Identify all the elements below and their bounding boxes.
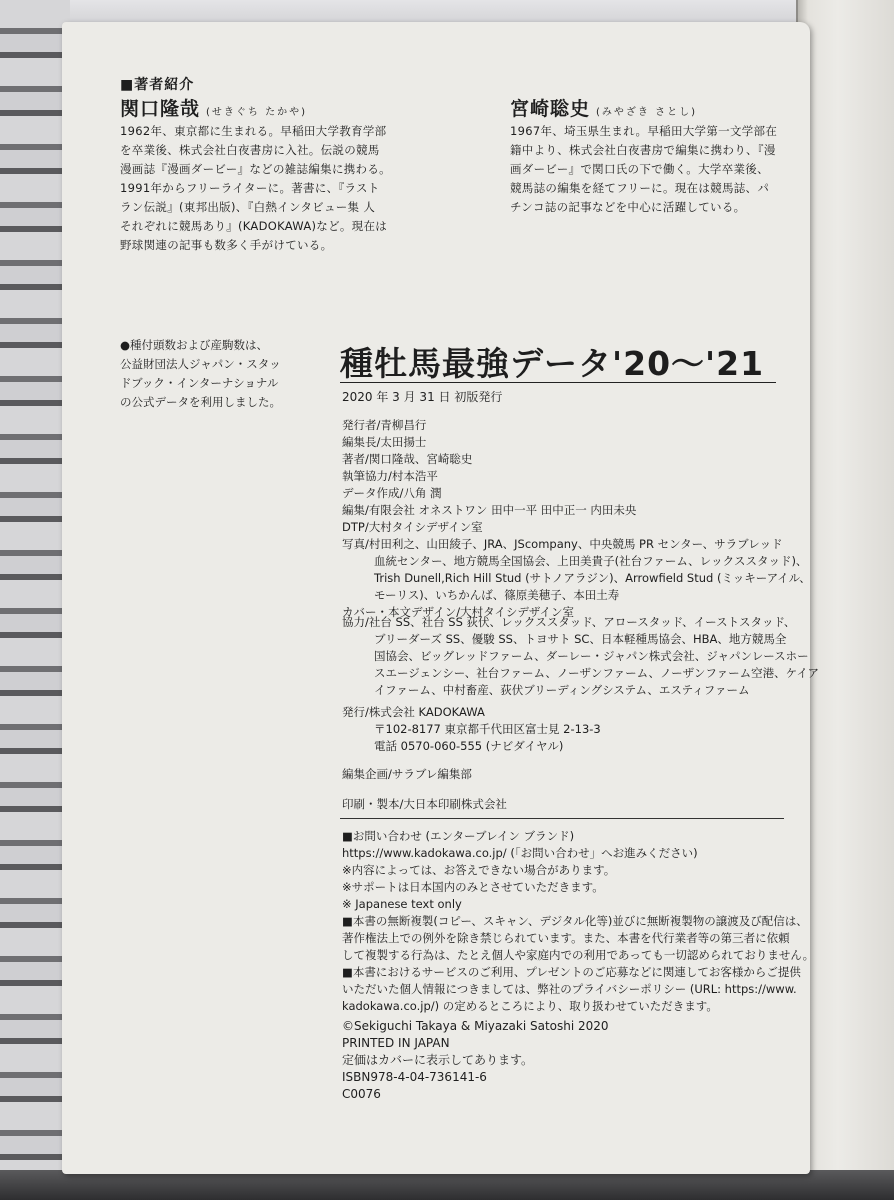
bio-line: 野球関連の記事も数多く手がけている。 <box>120 238 333 252</box>
credit-line: 写真/村田利之、山田綾子、JRA、JScompany、中央競馬 PR センター、サラブレッド <box>342 537 783 551</box>
bio-line: 1991年からフリーライターに。著書に、『ラスト <box>120 181 380 195</box>
cooperation-line: 国協会、ビッグレッドファーム、ダーレー・ジャパン株式会社、ジャパンレースホー <box>374 649 809 663</box>
contact-line: ■本書の無断複製(コピー、スキャン、デジタル化等)並びに無断複製物の譲渡及び配信は、 <box>342 914 808 928</box>
planning-credit: 編集企画/サラブレ編集部 <box>342 767 472 781</box>
cooperation-line: ブリーダーズ SS、優駿 SS、トヨサト SC、日本軽種馬協会、HBA、地方競馬全 <box>374 632 787 646</box>
data-source-note <box>120 336 320 412</box>
bio-line: を卒業後、株式会社白夜書房に入社。伝説の競馬 <box>120 143 380 157</box>
bio-line: 競馬誌の編集を経てフリーに。現在は競馬誌、パ <box>510 181 770 195</box>
credit-line: DTP/大村タイシデザイン室 <box>342 520 483 534</box>
note-line: ●種付頭数および産駒数は、 <box>120 338 269 352</box>
contact-line: して複製する行為は、たとえ個人や家庭内での利用であっても一切認められておりません。 <box>342 948 815 962</box>
book-title: 種牡馬最強データ'20～'21 <box>340 344 765 383</box>
author1-bio <box>120 122 420 255</box>
contact-block <box>342 828 814 1015</box>
contact-line: ■本書におけるサービスのご利用、プレゼントのご応募などに関連してお客様からご提供 <box>342 965 801 979</box>
credit-line: カバー・本文デザイン/大村タイシデザイン室 <box>342 605 575 619</box>
colophon-block <box>342 1018 609 1103</box>
contact-line: ※内容によっては、お答えできない場合があります。 <box>342 863 616 877</box>
bio-line: 漫画誌『漫画ダービー』などの雑誌編集に携わる。 <box>120 162 391 176</box>
publisher-block <box>342 704 601 755</box>
author2-reading: (みやざき さとし) <box>596 107 697 118</box>
contact-line: ※サポートは日本国内のみとさせていただきます。 <box>342 880 604 894</box>
credit-line: 編集長/太田揚士 <box>342 435 427 449</box>
credit-line: 発行者/青柳昌行 <box>342 418 427 432</box>
printing-credit: 印刷・製本/大日本印刷株式会社 <box>342 797 507 811</box>
contact-rule <box>340 818 784 819</box>
contact-line: kadokawa.co.jp/) の定めるところにより、取り扱わせていただきます。 <box>342 999 718 1013</box>
credit-line: モーリス)、いちかんば、篠原美穂子、本田土寿 <box>374 588 620 602</box>
author1-name: 関口隆哉 <box>120 98 201 120</box>
credit-line: 血統センター、地方競馬全国協会、上田美貴子(社台ファーム、レックススタッド)、 <box>374 554 808 568</box>
credit-line: 編集/有限会社 オネストワン 田中一平 田中正一 内田未央 <box>342 503 637 517</box>
bio-line: 画ダービー』で関口氏の下で働く。大学卒業後、 <box>510 162 769 176</box>
credits-block <box>342 417 811 621</box>
author2-name-block <box>510 94 697 121</box>
publisher-line: 発行/株式会社 KADOKAWA <box>342 705 485 719</box>
background-shelf <box>0 0 70 1200</box>
publication-date: 2020 年 3 月 31 日 初版発行 <box>342 390 503 404</box>
cooperation-line: スエージェンシー、社台ファーム、ノーザンファーム、ノーザンファーム空港、ケイア <box>374 666 819 680</box>
copyright-line: ©Sekiguchi Takaya & Miyazaki Satoshi 2020 <box>342 1019 609 1033</box>
price-note-line: 定価はカバーに表示してあります。 <box>342 1053 534 1067</box>
cooperation-line: イファーム、中村畜産、荻伏ブリーディングシステム、エスティファーム <box>374 683 750 697</box>
author2-bio <box>510 122 800 217</box>
bio-line: 1967年、埼玉県生まれ。早稲田大学第一文学部在 <box>510 124 778 138</box>
bio-line: それぞれに競馬あり』(KADOKAWA)など。現在は <box>120 219 388 233</box>
author1-name-block <box>120 94 307 121</box>
title-rule <box>340 382 776 383</box>
contact-line: ※ Japanese text only <box>342 897 462 911</box>
note-line: 公益財団法人ジャパン・スタッ <box>120 357 281 371</box>
note-line: の公式データを利用しました。 <box>120 395 281 409</box>
isbn-line: ISBN978-4-04-736141-6 <box>342 1070 487 1084</box>
author1-reading: (せきぐち たかや) <box>206 107 307 118</box>
bio-line: 1962年、東京都に生まれる。早稲田大学教育学部 <box>120 124 387 138</box>
background-bottom <box>0 1170 894 1200</box>
cooperation-line: 協力/社台 SS、社台 SS 荻伏、レックススタッド、アロースタッド、イーストスタッド、 <box>342 615 796 629</box>
author-section-heading: ■著者紹介 <box>120 77 195 93</box>
colophon-page <box>62 22 819 1174</box>
c-code-line: C0076 <box>342 1087 381 1101</box>
contact-line: いただいた個人情報につきましては、弊社のプライバシーポリシー (URL: https://www. <box>342 982 797 996</box>
publisher-phone: 電話 0570-060-555 (ナビダイヤル) <box>374 739 564 753</box>
contact-line: https://www.kadokawa.co.jp/ (「お問い合わせ」へお進みください) <box>342 846 698 860</box>
bio-line: チンコ誌の記事などを中心に活躍している。 <box>510 200 746 214</box>
publisher-address: 〒102-8177 東京都千代田区富士見 2-13-3 <box>374 722 601 736</box>
credit-line: 著者/関口隆哉、宮崎聡史 <box>342 452 473 466</box>
credit-line: 執筆協力/村本浩平 <box>342 469 438 483</box>
contact-line: ■お問い合わせ (エンターブレイン ブランド) <box>342 829 575 843</box>
printed-in-line: PRINTED IN JAPAN <box>342 1036 450 1050</box>
note-line: ドブック・インターナショナル <box>120 376 279 390</box>
credit-line: データ作成/八角 潤 <box>342 486 442 500</box>
bio-line: ラン伝説』(東邦出版)、『白熱インタビュー集 人 <box>120 200 376 214</box>
credit-line: Trish Dunell,Rich Hill Stud (サトノアラジン)、Arrowfield Stud (ミッキーアイル、 <box>374 571 811 585</box>
author2-name: 宮崎聡史 <box>510 98 591 120</box>
bio-line: 籍中より、株式会社白夜書房で編集に携わり、『漫 <box>510 143 776 157</box>
cooperation-block <box>342 614 819 699</box>
contact-line: 著作権法上での例外を除き禁じられています。また、本書を代行業者等の第三者に依頼 <box>342 931 790 945</box>
